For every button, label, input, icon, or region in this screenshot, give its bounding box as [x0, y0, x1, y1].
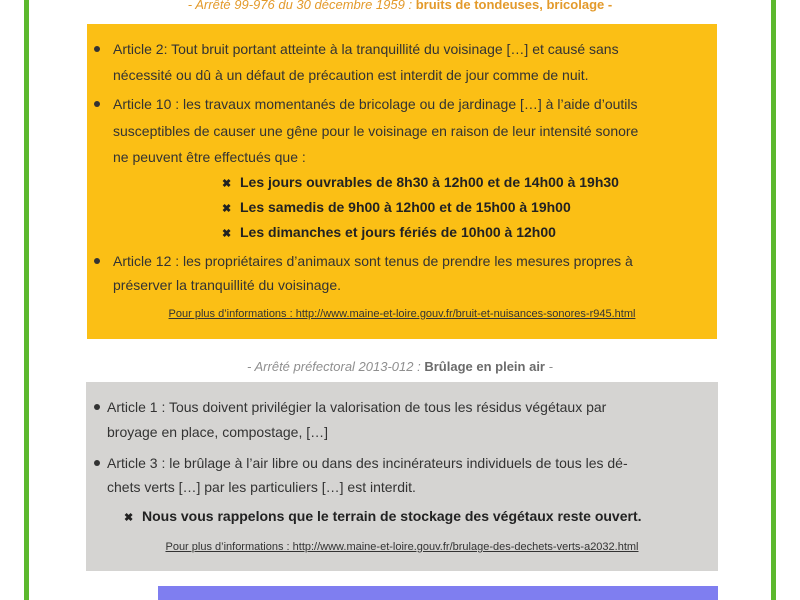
section1-heading-reference: - Arrêté 99-976 du 30 décembre 1959 : [187, 0, 413, 12]
article12-line2: préserver la tranquillité du voisinage. [113, 277, 342, 293]
section2-heading-tail: - [545, 359, 553, 374]
section2-heading-reference: - Arrêté préfectoral 2013-012 : [247, 359, 421, 374]
next-section-box [158, 586, 718, 600]
cross-icon: ✖ [222, 228, 232, 240]
hours-saturdays [222, 199, 571, 215]
section1-heading-topic: bruits de tondeuses, bricolage - [415, 0, 613, 12]
storage-reminder-text: Nous vous rappelons que le terrain de stockage des végétaux reste ouvert. [142, 508, 642, 524]
article10-line3: ne peuvent être effectués que : [113, 149, 306, 165]
storage-reminder [124, 508, 642, 524]
section2-heading [29, 359, 771, 374]
section2-heading-topic: Brûlage en plein air [424, 359, 545, 374]
hours-saturdays-text: Les samedis de 9h00 à 12h00 et de 15h00 à 19h00 [240, 199, 571, 215]
article3-line1: Article 3 : le brûlage à l’air libre ou dans des incinérateurs individuels de tous les dé- [107, 455, 628, 471]
hours-weekdays [222, 174, 619, 190]
bullet-dot [94, 101, 100, 107]
noise-info-link[interactable]: Pour plus d’informations : http://www.maine-et-loire.gouv.fr/bruit-et-nuisances-sonores-r945.html [168, 308, 636, 320]
article3-line2: chets verts […] par les particuliers […] est interdit. [107, 479, 416, 495]
cross-icon: ✖ [222, 203, 232, 215]
cross-icon: ✖ [124, 512, 134, 524]
section1-heading [29, 0, 771, 12]
bullet-dot [94, 46, 100, 52]
hours-sundays-text: Les dimanches et jours fériés de 10h00 à 12h00 [240, 224, 556, 240]
bullet-dot [94, 404, 100, 410]
page-border-right [771, 0, 776, 600]
bullet-dot [94, 258, 100, 264]
burning-info-link[interactable]: Pour plus d’informations : http://www.maine-et-loire.gouv.fr/brulage-des-dechets-verts-a2032.html [165, 541, 639, 553]
article10-line1: Article 10 : les travaux momentanés de bricolage ou de jardinage […] à l’aide d’outils [113, 96, 638, 112]
article1-line1: Article 1 : Tous doivent privilégier la valorisation de tous les résidus végétaux par [107, 399, 607, 415]
cross-icon: ✖ [222, 178, 232, 190]
bullet-dot [94, 460, 100, 466]
article1-line2: broyage en place, compostage, […] [107, 424, 329, 440]
page-border-left [24, 0, 29, 600]
hours-sundays [222, 224, 556, 240]
article10-line2: susceptibles de causer une gêne pour le voisinage en raison de leur intensité sonore [113, 123, 639, 139]
hours-weekdays-text: Les jours ouvrables de 8h30 à 12h00 et de 14h00 à 19h30 [240, 174, 619, 190]
article2-line2: nécessité ou dû à un défaut de précaution est interdit de jour comme de nuit. [113, 67, 589, 83]
article2-line1: Article 2: Tout bruit portant atteinte à la tranquillité du voisinage […] et causé sans [113, 41, 619, 57]
article12-line1: Article 12 : les propriétaires d’animaux sont tenus de prendre les mesures propres à [113, 253, 633, 269]
